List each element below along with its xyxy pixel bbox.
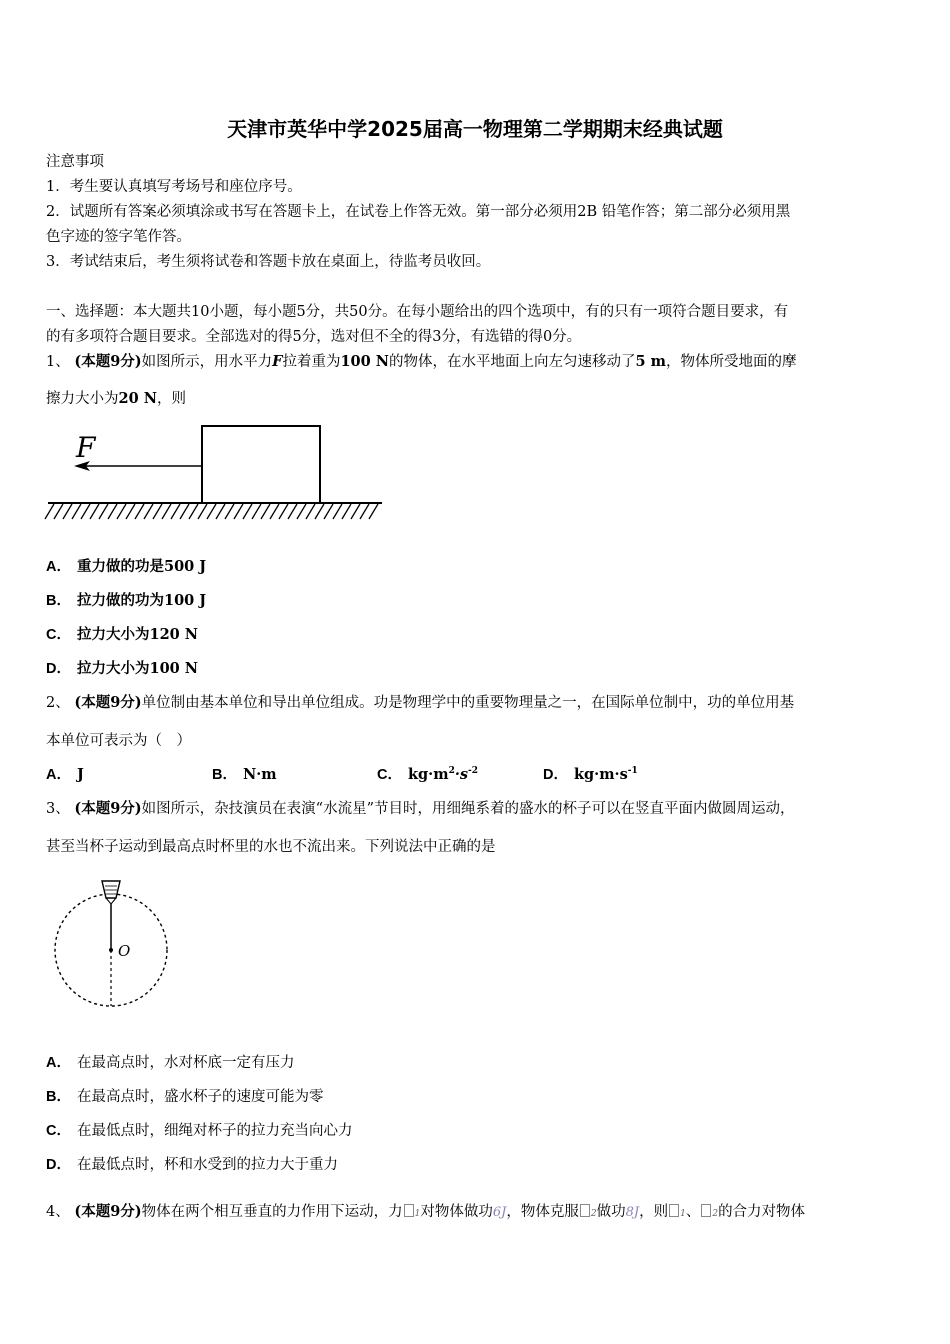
option-text: J: [76, 766, 84, 783]
q3-option-b[interactable]: [46, 1087, 323, 1107]
option-text: 拉力大小为100 N: [76, 660, 199, 677]
hatch-stroke: [333, 504, 342, 519]
hatch-stroke: [270, 504, 279, 519]
subscript: 1: [680, 1209, 686, 1219]
option-label: A．: [46, 559, 71, 575]
question-3-stem-cont: 甚至当杯子运动到最高点时杯里的水也不流出来。下列说法中正确的是: [46, 839, 496, 855]
ground-hatching: [45, 504, 378, 519]
hatch-stroke: [63, 504, 72, 519]
q3-option-a[interactable]: [46, 1053, 294, 1073]
q1-option-c[interactable]: [46, 625, 198, 645]
q2-option-d[interactable]: [543, 765, 638, 785]
hatch-stroke: [81, 504, 90, 519]
question-tag: (本题9分): [74, 1203, 142, 1220]
block: [202, 426, 320, 503]
notice-item: 1．考生要认真填写考场号和座位序号。: [46, 179, 302, 195]
hatch-stroke: [54, 504, 63, 519]
stem-text: 、: [685, 1204, 701, 1220]
missing-glyph-icon: [404, 1204, 414, 1217]
stem-text: 的合力对物体: [718, 1204, 806, 1220]
notice-heading: 注意事项: [46, 154, 104, 170]
hatch-stroke: [207, 504, 216, 519]
q2-option-c[interactable]: [377, 765, 478, 785]
hatch-stroke: [171, 504, 180, 519]
hatch-stroke: [360, 504, 369, 519]
hatch-stroke: [162, 504, 171, 519]
hatch-stroke: [342, 504, 351, 519]
hatch-stroke: [108, 504, 117, 519]
stem-text: 做功: [596, 1204, 626, 1220]
question-4-stem: [46, 1202, 908, 1224]
hatch-stroke: [216, 504, 225, 519]
q1-option-a[interactable]: [46, 557, 206, 577]
stem-text: 物体在两个相互垂直的力作用下运动，力: [141, 1204, 403, 1220]
value-friction: 20 N: [118, 390, 157, 407]
option-label: C．: [46, 1123, 71, 1139]
subscript: 2: [590, 1209, 597, 1219]
notice-item: 2．试题所有答案必须填涂或书写在答题卡上，在试卷上作答无效。第一部分必须用2B 铅笔作答；第二部分必须用黑: [46, 204, 791, 220]
hatch-stroke: [324, 504, 333, 519]
question-tag: (本题9分): [74, 694, 142, 711]
option-label: C．: [377, 767, 402, 783]
stem-text: ，物体克服: [506, 1204, 579, 1220]
hatch-stroke: [90, 504, 99, 519]
question-number: 4、: [46, 1204, 70, 1220]
hatch-stroke: [72, 504, 81, 519]
value-distance: 5 m: [635, 353, 667, 370]
notice-item: 3．考试结束后，考生须将试卷和答题卡放在桌面上，待监考员收回。: [46, 254, 491, 270]
notice-item: 色字迹的签字笔作答。: [46, 229, 191, 245]
option-text: 拉力做的功为100 J: [76, 592, 207, 609]
question-3-stem: [46, 799, 908, 819]
option-label: B．: [46, 593, 71, 609]
question-2-stem: [46, 693, 908, 713]
option-text: $kg\cdot m\cdot s^{-1}$: [573, 766, 638, 783]
value-work-1: 6J: [492, 1205, 507, 1220]
section-instruction: 的有多项符合题目要求。全部选对的得5分，选对但不全的得3分，有选错的得0分。: [46, 329, 582, 345]
symbol-F: F: [272, 353, 283, 370]
option-text: 在最高点时，水对杯底一定有压力: [76, 1055, 295, 1071]
hatch-stroke: [315, 504, 324, 519]
option-label: B．: [212, 767, 237, 783]
option-text: $kg\cdot m^2\cdot s^{-2}$: [407, 766, 479, 783]
option-text: N·m: [242, 766, 277, 783]
hatch-stroke: [135, 504, 144, 519]
section-instruction: 一、选择题：本大题共10小题，每小题5分，共50分。在每小题给出的四个选项中，有的只有一项符合题目要求，有: [46, 304, 789, 320]
force-label: F: [76, 431, 96, 464]
option-label: A．: [46, 1055, 71, 1071]
question-tag: (本题9分): [74, 353, 142, 370]
option-label: A．: [46, 767, 71, 783]
page-title: 天津市英华中学2025届高一物理第二学期期末经典试题: [227, 117, 723, 141]
hatch-stroke: [252, 504, 261, 519]
stem-text: ，则: [639, 1204, 669, 1220]
stem-text: 如图所示，用水平力: [141, 354, 273, 370]
hatch-stroke: [297, 504, 306, 519]
option-text: 在最低点时，细绳对杯子的拉力充当向心力: [76, 1123, 353, 1139]
question-1-stem-cont: [46, 389, 908, 409]
question-1-stem: [46, 352, 908, 372]
hatch-stroke: [144, 504, 153, 519]
option-text: 在最低点时，杯和水受到的拉力大于重力: [76, 1157, 338, 1173]
option-label: D．: [46, 661, 71, 677]
value-weight: 100 N: [340, 353, 390, 370]
hatch-stroke: [234, 504, 243, 519]
question-number: 2、: [46, 695, 70, 711]
question-number: 3、: [46, 801, 70, 817]
option-label: B．: [46, 1089, 71, 1105]
subscript: 2: [712, 1209, 719, 1219]
hatch-stroke: [369, 504, 378, 519]
block-force-figure: [46, 423, 386, 523]
option-label: D．: [543, 767, 568, 783]
option-label: D．: [46, 1157, 71, 1173]
hatch-stroke: [126, 504, 135, 519]
missing-glyph-icon: [701, 1204, 711, 1217]
q1-option-d[interactable]: [46, 659, 198, 679]
hatch-stroke: [279, 504, 288, 519]
hatch-stroke: [198, 504, 207, 519]
stem-text: ，物体所受地面的摩: [666, 354, 797, 370]
q2-option-a[interactable]: [46, 765, 84, 785]
center-point: [109, 948, 113, 952]
hatch-stroke: [180, 504, 189, 519]
option-label: C．: [46, 627, 71, 643]
question-number: 1、: [46, 354, 70, 370]
option-text: 拉力大小为120 N: [76, 626, 199, 643]
stem-text: 对物体做功: [420, 1204, 493, 1220]
missing-glyph-icon: [669, 1204, 679, 1217]
hatch-stroke: [288, 504, 297, 519]
subscript: 1: [414, 1209, 421, 1219]
missing-glyph-icon: [580, 1204, 590, 1217]
cup: [102, 881, 120, 904]
hatch-stroke: [351, 504, 360, 519]
stem-text: 擦力大小为: [46, 391, 119, 407]
stem-text: ，则: [156, 391, 186, 407]
hatch-stroke: [117, 504, 126, 519]
question-2-stem-cont: 本单位可表示为（ ）: [46, 733, 191, 749]
value-work-2: 8J: [625, 1205, 640, 1220]
hatch-stroke: [45, 504, 54, 519]
stem-text: 拉着重为: [282, 354, 341, 370]
stem-text: 的物体，在水平地面上向左匀速移动了: [389, 354, 636, 370]
center-label: O: [118, 942, 131, 960]
hatch-stroke: [225, 504, 234, 519]
stem-text: 如图所示，杂技演员在表演“水流星”节目时，用细绳系着的盛水的杯子可以在竖直平面内做圆周运动，: [141, 801, 795, 817]
option-text: 在最高点时，盛水杯子的速度可能为零: [76, 1089, 324, 1105]
water-meteor-figure: [50, 876, 175, 1016]
hatch-stroke: [243, 504, 252, 519]
hatch-stroke: [189, 504, 198, 519]
stem-text: 单位制由基本单位和导出单位组成。功是物理学中的重要物理量之一，在国际单位制中，功的单位用基: [141, 695, 795, 711]
option-text: 重力做的功是500 J: [76, 558, 207, 575]
q3-option-d[interactable]: [46, 1155, 338, 1175]
q2-option-b[interactable]: [212, 765, 277, 785]
hatch-stroke: [153, 504, 162, 519]
question-tag: (本题9分): [74, 800, 142, 817]
hatch-stroke: [99, 504, 108, 519]
q3-option-c[interactable]: [46, 1121, 352, 1141]
hatch-stroke: [306, 504, 315, 519]
q1-option-b[interactable]: [46, 591, 206, 611]
hatch-stroke: [261, 504, 270, 519]
